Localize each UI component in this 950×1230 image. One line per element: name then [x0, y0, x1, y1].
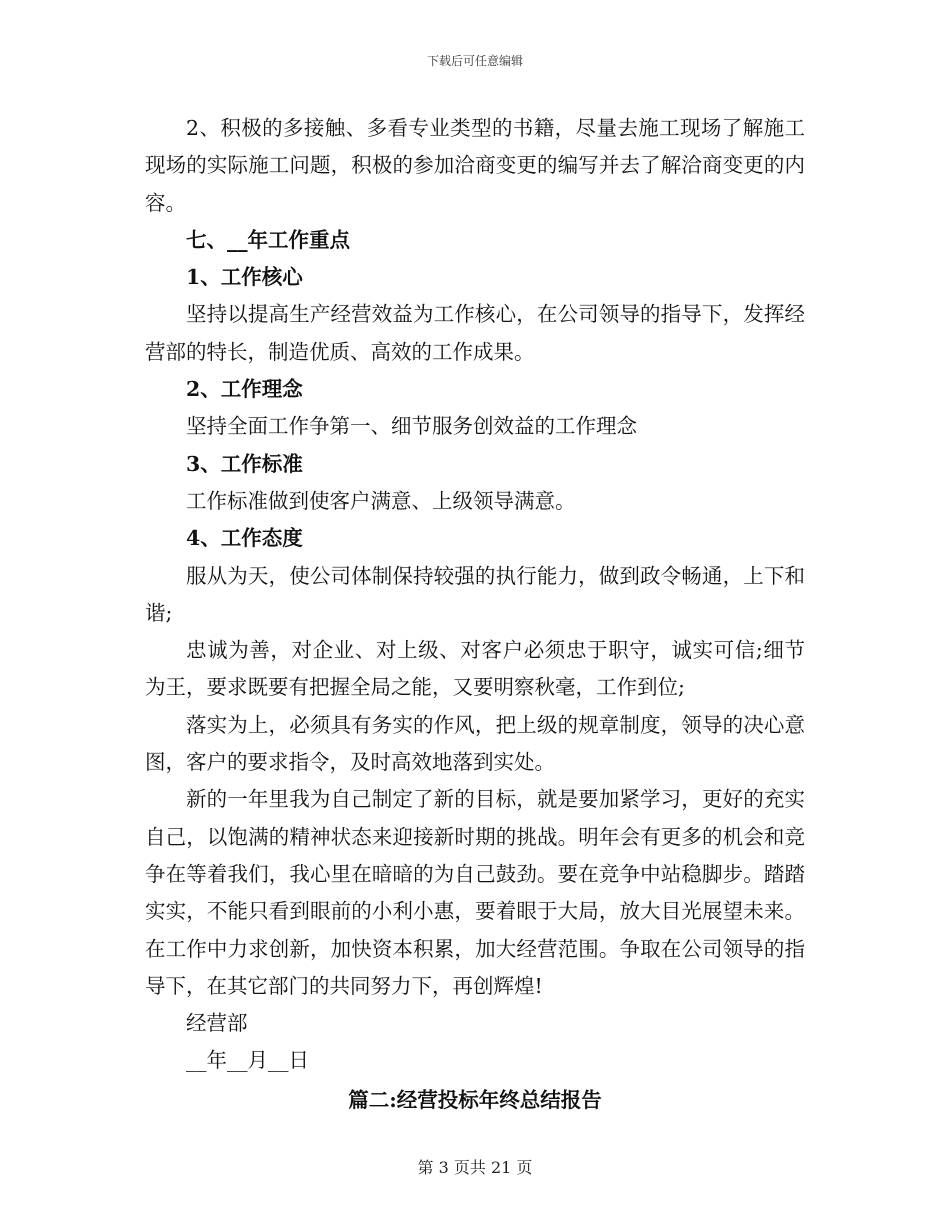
subheading-work-standard: 3、工作标准: [186, 451, 303, 476]
page-footer: 第 3 页共 21 页: [417, 1158, 533, 1177]
chapter-title: 篇二:经营投标年终总结报告: [348, 1087, 602, 1112]
signature-department: 经营部: [186, 1011, 248, 1036]
document-body: [145, 110, 805, 1119]
paragraph-work-core: 坚持以提高生产经营效益为工作核心，在公司领导的指导下，发挥经营部的特长，制造优质、高效的工作成果。: [145, 302, 805, 364]
subheading-work-attitude: 4、工作态度: [186, 526, 303, 551]
signature-date: __年__月__日: [186, 1048, 309, 1073]
paragraph-work-philosophy: 坚持全面工作争第一、细节服务创效益的工作理念: [186, 414, 637, 439]
paragraph-new-year-goals: 新的一年里我为自己制定了新的目标，就是要加紧学习，更好的充实自己，以饱满的精神状态来迎接新时期的挑战。明年会有更多的机会和竞争在等着我们，我心里在暗暗的为自己鼓劲。要在竞争中站稳脚步。踏踏实实，不能只看到眼前的小利小惠，要着眼于大局，放大目光展望未来。在工作中力求创新，加快资本积累，加大经营范围。争取在公司领导的指导下，在其它部门的共同努力下，再创辉煌!: [145, 787, 805, 998]
paragraph-work-standard: 工作标准做到使客户满意、上级领导满意。: [186, 488, 576, 513]
paragraph-loyalty: 忠诚为善，对企业、对上级、对客户必须忠于职守，诚实可信;细节为王，要求既要有把握全局之能，又要明察秋毫，工作到位;: [145, 638, 805, 700]
paragraph-implementation: 落实为上，必须具有务实的作风，把上级的规章制度，领导的决心意图，客户的要求指令，及时高效地落到实处。: [145, 712, 805, 775]
paragraph-obedience: 服从为天，使公司体制保持较强的执行能力，做到政令畅通，上下和谐;: [145, 563, 805, 625]
section-heading-work-focus: 七、__年工作重点: [186, 227, 350, 252]
subheading-work-core: 1、工作核心: [186, 265, 303, 290]
paragraph-study: 2、积极的多接触、多看专业类型的书籍，尽量去施工现场了解施工现场的实际施工问题，积极的参加洽商变更的编写并去了解洽商变更的内容。: [145, 116, 805, 215]
page-header: 下载后可任意编辑: [426, 54, 523, 68]
subheading-work-philosophy: 2、工作理念: [186, 377, 303, 402]
